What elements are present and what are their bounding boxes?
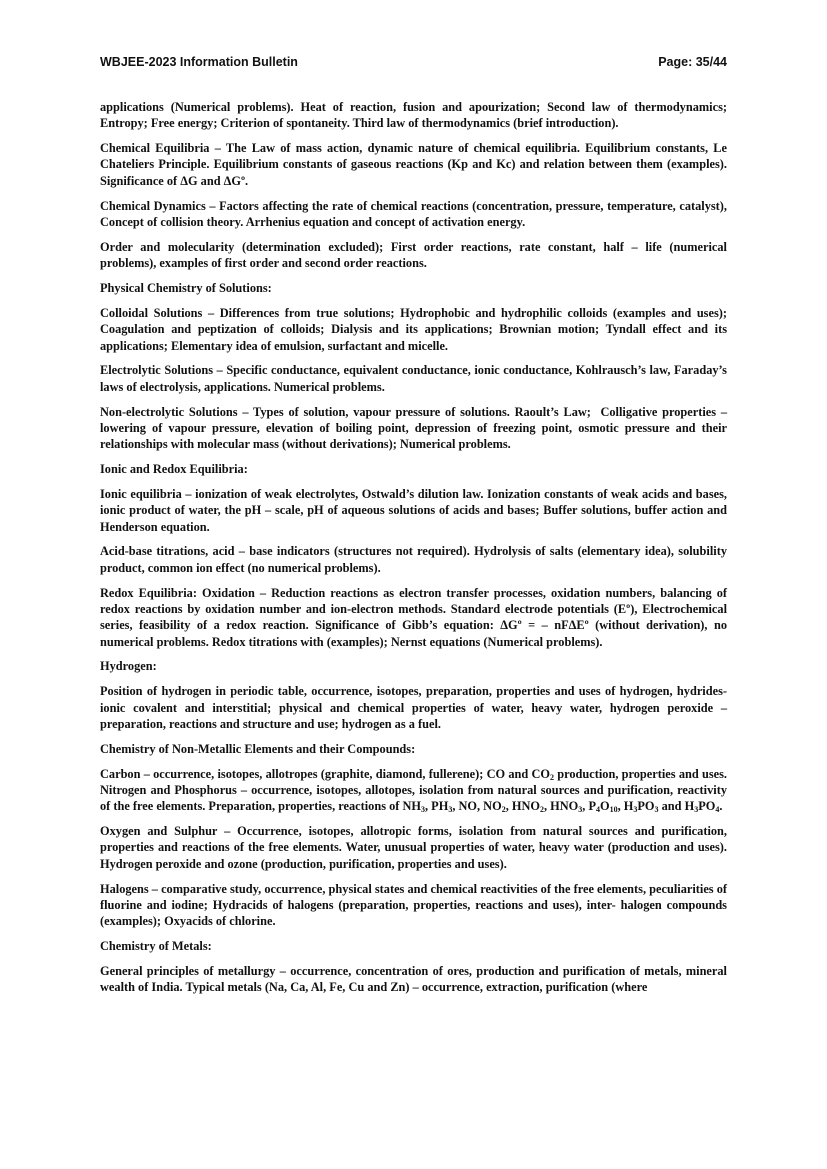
document-title: WBJEE-2023 Information Bulletin <box>100 55 298 69</box>
page-number: Page: 35/44 <box>658 55 727 69</box>
body-paragraph: Redox Equilibria: Oxidation – Reduction reactions as electron transfer processes, oxidation numbers, balancing of redox reactions by oxidation number and ion-electron methods. Standard electrode potentials (Eº), Electrochemical series, feasibility of a redox reaction. Significance of Gibb’s equation: ΔGº = – nFΔEº (without derivation), no numerical problems. Redox titrations with (examples); Nernst equations (Numerical problems). <box>100 585 727 649</box>
section-heading: Ionic and Redox Equilibria: <box>100 462 248 477</box>
body-paragraph: Oxygen and Sulphur – Occurrence, isotopes, allotropic forms, isolation from natural sources and purification, properties and reactions of the free elements. Water, unusual properties of water, heavy water (production and uses). Hydrogen peroxide and ozone (production, purification, properties and uses). <box>100 824 727 871</box>
body-paragraph: Position of hydrogen in periodic table, occurrence, isotopes, preparation, properties and uses of hydrogen, hydrides-ionic covalent and interstitial; physical and chemical properties of water, heavy water, hydrogen peroxide – preparation, reactions and structure and use; hydrogen as a fuel. <box>100 684 727 731</box>
body-paragraph: Chemical Equilibria – The Law of mass action, dynamic nature of chemical equilibria. Equilibrium constants, Le Chateliers Principle. Equilibrium constants of gaseous reactions (Kp and Kc) and relation between them (examples). Significance of ΔG and ΔGº. <box>100 141 727 188</box>
section-heading: Physical Chemistry of Solutions: <box>100 281 272 296</box>
body-paragraph: Carbon – occurrence, isotopes, allotropes (graphite, diamond, fullerene); CO and $CO_2$ production, properties and uses. Nitrogen and Phosphorus – occurrence, isotopes, allotopes, isolation from natural sources and purification, reactivity of the free elements. Preparation, properties, reactions of $NH_3$, $PH_3$, NO, $NO_2$, $HNO_2$, $HNO_3$, $P_4O_{10}$, $H_3PO_3$ and $H_3PO_4$. <box>100 766 727 815</box>
body-paragraph: Electrolytic Solutions – Specific conductance, equivalent conductance, ionic conductance, Kohlrausch’s law, Faraday’s laws of electrolysis, applications. Numerical problems. <box>100 363 727 394</box>
body-paragraph: Non-electrolytic Solutions – Types of solution, vapour pressure of solutions. Raoult’s Law; Colligative properties – lowering of vapour pressure, elevation of boiling point, depression of freezing point, osmotic pressure and their relationships with molecular mass (without derivations); Numerical problems. <box>100 404 727 452</box>
section-heading: Chemistry of Non-Metallic Elements and their Compounds: <box>100 741 416 756</box>
document-body <box>100 99 727 1004</box>
body-paragraph: Acid-base titrations, acid – base indicators (structures not required). Hydrolysis of salts (elementary idea), solubility product, common ion effect (no numerical problems). <box>100 544 727 575</box>
page-header <box>100 55 727 73</box>
body-paragraph: applications (Numerical problems). Heat of reaction, fusion and apourization; Second law of thermodynamics; Entropy; Free energy; Criterion of spontaneity. Third law of thermodynamics (brief introduction). <box>100 100 727 131</box>
body-paragraph: Chemical Dynamics – Factors affecting the rate of chemical reactions (concentration, pressure, temperature, catalyst), Concept of collision theory. Arrhenius equation and concept of activation energy. <box>100 198 727 229</box>
section-heading: Chemistry of Metals: <box>100 939 212 954</box>
body-paragraph: Colloidal Solutions – Differences from true solutions; Hydrophobic and hydrophilic colloids (examples and uses); Coagulation and peptization of colloids; Dialysis and its applications; Brownian motion; Tyndall effect and its applications; Elementary idea of emulsion, surfactant and micelle. <box>100 305 727 353</box>
section-heading: Hydrogen: <box>100 659 157 674</box>
body-paragraph: Ionic equilibria – ionization of weak electrolytes, Ostwald’s dilution law. Ionization constants of weak acids and bases, ionic product of water, the pH – scale, pH of aqueous solutions of acids and bases; Buffer solutions, buffer action and Henderson equation. <box>100 486 727 534</box>
body-paragraph: Halogens – comparative study, occurrence, physical states and chemical reactivities of the free elements, peculiarities of fluorine and iodine; Hydracids of halogens (preparation, properties, reactions and uses), inter- halogen compounds (examples); Oxyacids of chlorine. <box>100 881 727 929</box>
body-paragraph: General principles of metallurgy – occurrence, concentration of ores, production and purification of metals, mineral wealth of India. Typical metals (Na, Ca, Al, Fe, Cu and Zn) – occurrence, extraction, purification (where <box>100 964 727 995</box>
body-paragraph: Order and molecularity (determination excluded); First order reactions, rate constant, half – life (numerical problems), examples of first order and second order reactions. <box>100 239 727 271</box>
